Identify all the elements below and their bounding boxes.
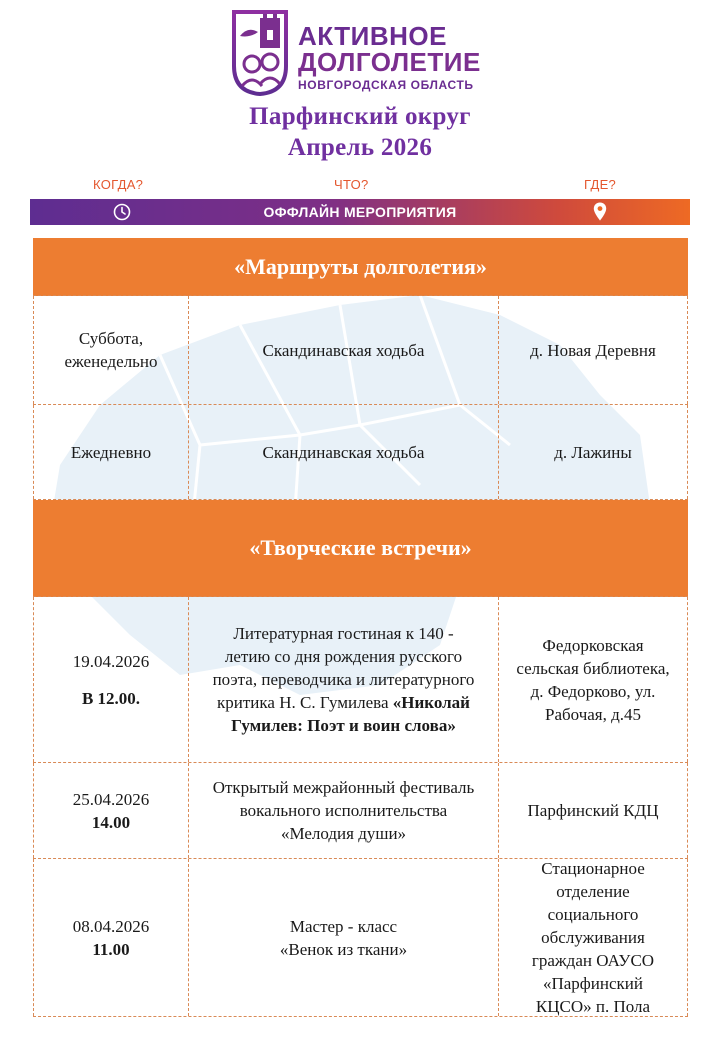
table-row (33, 763, 688, 859)
what-cell (188, 859, 498, 1016)
what-text: Скандинавская ходьба (262, 340, 425, 360)
event-time: 11.00 (92, 939, 130, 959)
when-cell (33, 763, 188, 858)
district-title: Парфинский округ (249, 103, 471, 130)
where-cell (498, 597, 688, 762)
where-cell (498, 296, 688, 404)
when-cell (33, 859, 188, 1016)
event-date: 25.04.2026 (72, 789, 150, 809)
where-cell (498, 763, 688, 858)
when-text: еженедельно (64, 352, 158, 371)
where-text: Стационарное (541, 859, 645, 878)
what-text: «Венок из ткани» (279, 939, 408, 959)
active-longevity-emblem-icon (230, 8, 290, 96)
section-header-creative-meetings: «Творческие встречи» (33, 500, 688, 597)
what-text: Литературная гостиная к 140 - (233, 624, 454, 643)
where-text: обслуживания (541, 928, 645, 947)
where-text: сельская библиотека, (516, 658, 670, 678)
what-text: Открытый межрайонный фестиваль (212, 778, 475, 797)
when-cell (33, 296, 188, 404)
where-cell (498, 859, 688, 1016)
event-date: 19.04.2026 (72, 651, 150, 671)
location-pin-icon (593, 202, 607, 221)
what-text: Мастер - класс (289, 916, 398, 936)
when-text: Суббота, (78, 329, 144, 348)
what-text: «Мелодия души» (280, 824, 407, 843)
where-text: Рабочая, д.45 (544, 704, 642, 724)
what-cell (188, 405, 498, 499)
where-text: граждан ОАУСО (531, 951, 655, 970)
event-date: 08.04.2026 (72, 916, 150, 936)
where-cell (498, 405, 688, 499)
where-text: отделение (556, 882, 630, 901)
section-header-routes: «Маршруты долголетия» (33, 238, 688, 296)
event-time: 14.00 (91, 812, 131, 832)
what-label: ЧТО? (334, 177, 369, 192)
when-text: Ежедневно (70, 442, 152, 462)
what-text: летию со дня рождения русского (224, 647, 463, 666)
event-time: В 12.00. (81, 688, 141, 708)
where-text: д. Лажины (554, 442, 632, 462)
logo-line-3: НОВГОРОДСКАЯ ОБЛАСТЬ (298, 78, 474, 92)
where-text: социального (547, 905, 639, 924)
where-label: ГДЕ? (584, 177, 617, 192)
what-text: вокального исполнительства (239, 801, 448, 820)
table-row (33, 405, 688, 500)
when-label: КОГДА? (93, 177, 144, 192)
what-cell (188, 763, 498, 858)
event-title-bold: Гумилев: Поэт и воин слова» (231, 716, 456, 735)
table-row (33, 597, 688, 763)
table-row (33, 859, 688, 1017)
month-title: Апрель 2026 (287, 134, 433, 161)
event-title-bold: «Николай (392, 693, 470, 712)
where-text: КЦСО» п. Пола (535, 997, 651, 1016)
table-row (33, 296, 688, 405)
what-cell (188, 597, 498, 762)
offline-events-band (30, 199, 690, 225)
band-label: ОФФЛАЙН МЕРОПРИЯТИЯ (263, 204, 457, 220)
when-cell (33, 405, 188, 499)
where-text: Федорковская (542, 635, 644, 655)
what-text: поэта, переводчика и литературного (212, 670, 475, 689)
what-cell (188, 296, 498, 404)
logo (230, 8, 500, 100)
where-text: Парфинский КДЦ (527, 801, 659, 820)
what-text: критика Н. С. Гумилева (217, 693, 393, 712)
logo-line-1: АКТИВНОЕ (298, 21, 447, 51)
where-text: «Парфинский (542, 974, 644, 993)
what-text: Скандинавская ходьба (262, 442, 425, 462)
where-text: д. Федорково, ул. (530, 681, 656, 701)
where-text: д. Новая Деревня (530, 340, 656, 360)
logo-line-2: ДОЛГОЛЕТИЕ (298, 47, 481, 77)
when-cell (33, 597, 188, 762)
schedule-table (33, 238, 688, 1017)
